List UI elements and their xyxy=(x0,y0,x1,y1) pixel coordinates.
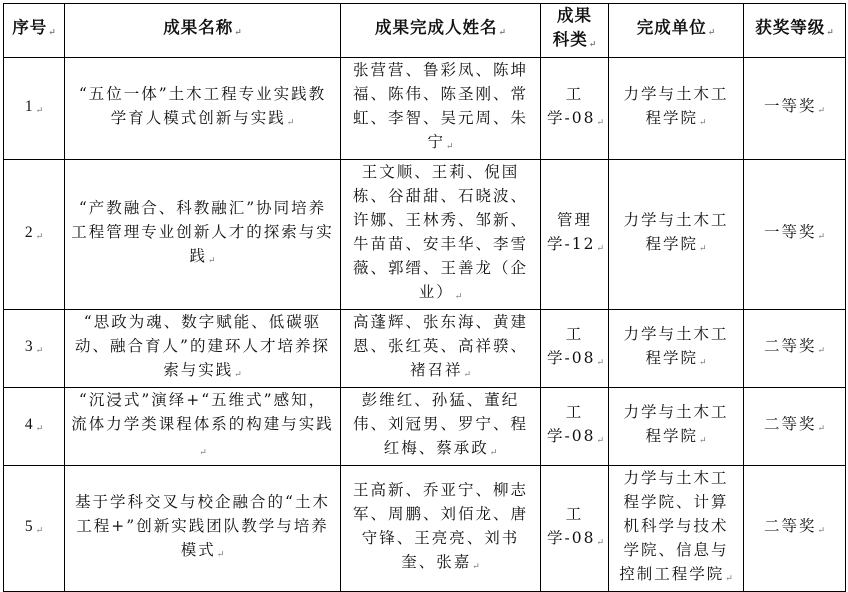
header-level: 获奖等级↵ xyxy=(744,4,846,58)
paragraph-mark-icon: ↵ xyxy=(817,424,826,434)
achievement-people: 王高新、乔亚宁、柳志军、周鹏、刘佰龙、唐守锋、王亮亮、刘书奎、张嘉↵ xyxy=(341,466,541,592)
paragraph-mark-icon: ↵ xyxy=(596,358,605,368)
header-people: 成果完成人姓名↵ xyxy=(341,4,541,58)
paragraph-mark-icon: ↵ xyxy=(35,423,44,433)
paragraph-mark-icon: ↵ xyxy=(817,232,826,242)
paragraph-mark-icon: ↵ xyxy=(472,562,480,572)
achievement-people: 张营营、鲁彩凤、陈坤福、陈伟、陈圣刚、常虹、李智、吴元周、朱宁↵ xyxy=(341,58,541,160)
header-row xyxy=(4,4,846,58)
paragraph-mark-icon: ↵ xyxy=(826,28,834,38)
paragraph-mark-icon: ↵ xyxy=(698,358,707,368)
paragraph-mark-icon: ↵ xyxy=(698,436,707,446)
paragraph-mark-icon: ↵ xyxy=(48,28,56,38)
row-number: 4↵ xyxy=(4,388,65,466)
row-number: 5↵ xyxy=(4,466,65,592)
achievement-title: “产教融合、科教融汇”协同培养工程管理专业创新人才的探索与实践↵ xyxy=(65,160,341,310)
achievement-title: “沉浸式”演绎+“五维式”感知，流体力学类课程体系的构建与实践↵ xyxy=(65,388,341,466)
paragraph-mark-icon: ↵ xyxy=(596,538,605,548)
paragraph-mark-icon: ↵ xyxy=(234,28,242,38)
paragraph-mark-icon: ↵ xyxy=(596,244,605,254)
paragraph-mark-icon: ↵ xyxy=(445,142,454,152)
achievement-unit: 力学与土木工程学院↵ xyxy=(609,160,744,310)
header-unit: 完成单位↵ xyxy=(609,4,744,58)
paragraph-mark-icon: ↵ xyxy=(207,256,216,266)
table-row xyxy=(4,388,846,466)
paragraph-mark-icon: ↵ xyxy=(463,370,472,380)
achievement-unit: 力学与土木工程学院↵ xyxy=(609,58,744,160)
paragraph-mark-icon: ↵ xyxy=(35,105,44,115)
achievement-discipline: 工学-08↵ xyxy=(541,310,609,388)
paragraph-mark-icon: ↵ xyxy=(707,28,716,38)
table-row xyxy=(4,58,846,160)
achievement-unit: 力学与土木工程学院、计算机科学与技术学院、信息与控制工程学院↵ xyxy=(609,466,744,592)
award-level: 一等奖↵ xyxy=(744,160,846,310)
row-number: 3↵ xyxy=(4,310,65,388)
achievement-discipline: 工学-08↵ xyxy=(541,466,609,592)
table-row xyxy=(4,160,846,310)
achievement-people: 高蓬辉、张东海、黄建恩、张红英、高祥骙、褚召祥↵ xyxy=(341,310,541,388)
paragraph-mark-icon: ↵ xyxy=(817,526,826,536)
paragraph-mark-icon: ↵ xyxy=(698,118,707,128)
paragraph-mark-icon: ↵ xyxy=(35,525,44,535)
paragraph-mark-icon: ↵ xyxy=(216,550,225,560)
paragraph-mark-icon: ↵ xyxy=(35,231,44,241)
header-title: 成果名称↵ xyxy=(65,4,341,58)
achievement-unit: 力学与土木工程学院↵ xyxy=(609,310,744,388)
table-row xyxy=(4,310,846,388)
paragraph-mark-icon: ↵ xyxy=(817,106,826,116)
header-discipline: 成果 科类↵ xyxy=(541,4,609,58)
row-number: 2↵ xyxy=(4,160,65,310)
paragraph-mark-icon: ↵ xyxy=(596,436,605,446)
achievement-title: “五位一体”土木工程专业实践教学育人模式创新与实践↵ xyxy=(65,58,341,160)
achievement-title: 基于学科交叉与校企融合的“土木工程+”创新实践团队教学与培养模式↵ xyxy=(65,466,341,592)
achievement-discipline: 管理学-12↵ xyxy=(541,160,609,310)
award-level: 二等奖↵ xyxy=(744,466,846,592)
table-row xyxy=(4,466,846,592)
paragraph-mark-icon: ↵ xyxy=(454,292,463,302)
paragraph-mark-icon: ↵ xyxy=(588,40,597,50)
paragraph-mark-icon: ↵ xyxy=(698,244,707,254)
achievement-discipline: 工学-08↵ xyxy=(541,388,609,466)
paragraph-mark-icon: ↵ xyxy=(35,345,44,355)
paragraph-mark-icon: ↵ xyxy=(725,574,733,584)
paragraph-mark-icon: ↵ xyxy=(199,448,207,458)
achievement-people: 王文顺、王莉、倪国栋、谷甜甜、石晓波、许娜、王林秀、邹新、牛苗苗、安丰华、李雪薇、郭缙、王善龙（企业）↵ xyxy=(341,160,541,310)
achievement-discipline: 工学-08↵ xyxy=(541,58,609,160)
award-level: 一等奖↵ xyxy=(744,58,846,160)
paragraph-mark-icon: ↵ xyxy=(489,448,498,458)
paragraph-mark-icon: ↵ xyxy=(498,28,507,38)
awards-table xyxy=(3,3,846,592)
paragraph-mark-icon: ↵ xyxy=(234,370,242,380)
paragraph-mark-icon: ↵ xyxy=(286,118,295,128)
achievement-people: 彭维红、孙猛、董纪伟、刘冠男、罗宁、程红梅、蔡承政↵ xyxy=(341,388,541,466)
row-number: 1↵ xyxy=(4,58,65,160)
award-level: 二等奖↵ xyxy=(744,388,846,466)
paragraph-mark-icon: ↵ xyxy=(596,118,605,128)
header-no: 序号↵ xyxy=(4,4,65,58)
achievement-unit: 力学与土木工程学院↵ xyxy=(609,388,744,466)
award-level: 二等奖↵ xyxy=(744,310,846,388)
achievement-title: “思政为魂、数字赋能、低碳驱动、融合育人”的建环人才培养探索与实践↵ xyxy=(65,310,341,388)
paragraph-mark-icon: ↵ xyxy=(817,346,826,356)
